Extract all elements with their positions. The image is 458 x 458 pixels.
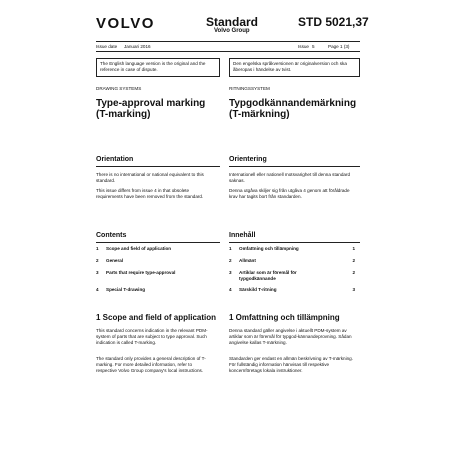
toc-text: Special T-drawing — [106, 287, 146, 292]
toc-number: 4 — [229, 287, 232, 292]
orientation-sv-p2: Denna utgåva skiljer sig från utgåva 4 genom att föråldrade krav har tagits bort från standarden. — [229, 188, 350, 199]
toc-text: Särskild T-ritning — [239, 287, 277, 292]
orientation-en-p1: There is no international or national equivalent to this standard. — [96, 172, 204, 183]
group-label: Volvo Group — [214, 28, 250, 34]
section1-sv-p2: Standarden ger endast en allmän beskrivning av T-märkning. För fullständig information hänvisas till respektive koncernföretags lokala instruktioner. — [229, 356, 354, 373]
orientation-rule-sv — [229, 166, 360, 167]
toc-number: 3 — [96, 270, 99, 275]
contents-rule-sv — [229, 242, 360, 243]
toc-page: 1 — [352, 246, 355, 251]
notice-en: The English language version is the original and the reference in case of dispute. — [96, 58, 220, 77]
issue-divider — [96, 51, 360, 52]
section1-sv-p1: Denna standard gäller angivelse i aktuellt PDM-system av artiklar som är föremål för typgod-kännandeprovning. Sådan angivelse kallas T-märkning. — [229, 328, 352, 345]
category-en: DRAWING SYSTEMS — [96, 86, 142, 91]
standard-label: Standard — [206, 15, 259, 29]
issue-label: Issue — [298, 44, 309, 49]
toc-text: Scope and field of application — [106, 246, 172, 251]
page-label: Page — [328, 44, 339, 49]
toc-text: General — [106, 258, 124, 263]
title-en-line2: (T-marking) — [96, 109, 151, 120]
section1-heading-sv: 1 Omfattning och tillämpning — [229, 313, 340, 322]
contents-rule-en — [96, 242, 220, 243]
toc-page: 3 — [352, 287, 355, 292]
orientation-heading-en: Orientation — [96, 156, 134, 163]
notice-sv: Den engelska språkversionen är originalversion och ska åberopas i händelse av tvist. — [229, 58, 360, 77]
standard-number: STD 5021,37 — [298, 15, 369, 29]
toc-page: 2 — [352, 258, 355, 263]
orientation-en-p2: This issue differs from issue 4 in that obsolete requirements have been removed from the standard. — [96, 188, 204, 199]
contents-heading-en: Contents — [96, 232, 127, 239]
toc-number: 4 — [96, 287, 99, 292]
toc-page: 2 — [352, 270, 355, 275]
section1-en-p2: The standard only provides a general description of T-marking. For more detailed information, refer to respective Volvo Group company's local instructions. — [96, 356, 206, 373]
issue-number: 5 — [312, 44, 315, 49]
title-sv-line2: (T-märkning) — [229, 109, 290, 120]
toc-text: Parts that require type-approval — [106, 270, 176, 275]
title-sv-line1: Typgodkännandemärkning — [229, 98, 357, 109]
toc-sv-item-3[interactable] — [229, 270, 355, 282]
orientation-sv-p1: Internationell eller nationell motsvarighet till denna standard saknas. — [229, 172, 351, 183]
title-en-line1: Type-approval marking — [96, 98, 206, 109]
toc-text: Artiklar som är föremål för typgodkännande — [239, 270, 297, 281]
toc-number: 3 — [229, 270, 232, 275]
toc-text: Omfattning och tillämpning — [239, 246, 299, 251]
toc-number: 1 — [229, 246, 232, 251]
category-sv: RITNINGSSYSTEM — [229, 86, 270, 91]
header-divider — [96, 41, 360, 42]
toc-number: 2 — [229, 258, 232, 263]
orientation-rule-en — [96, 166, 220, 167]
contents-heading-sv: Innehåll — [229, 232, 256, 239]
volvo-logo: VOLVO — [96, 15, 155, 32]
page-value: 1 (3) — [340, 44, 350, 49]
issue-date-label: Issue date — [96, 44, 118, 49]
section1-en-p1: This standard concerns indication in the relevant PDM-system of parts that are subject to type approval. Such indication is called T-marking. — [96, 328, 208, 345]
section1-heading-en: 1 Scope and field of application — [96, 313, 217, 322]
issue-date: Januari 2016 — [124, 44, 151, 49]
toc-number: 2 — [96, 258, 99, 263]
toc-text: Allmänt — [239, 258, 256, 263]
toc-number: 1 — [96, 246, 99, 251]
orientation-heading-sv: Orientering — [229, 156, 267, 163]
